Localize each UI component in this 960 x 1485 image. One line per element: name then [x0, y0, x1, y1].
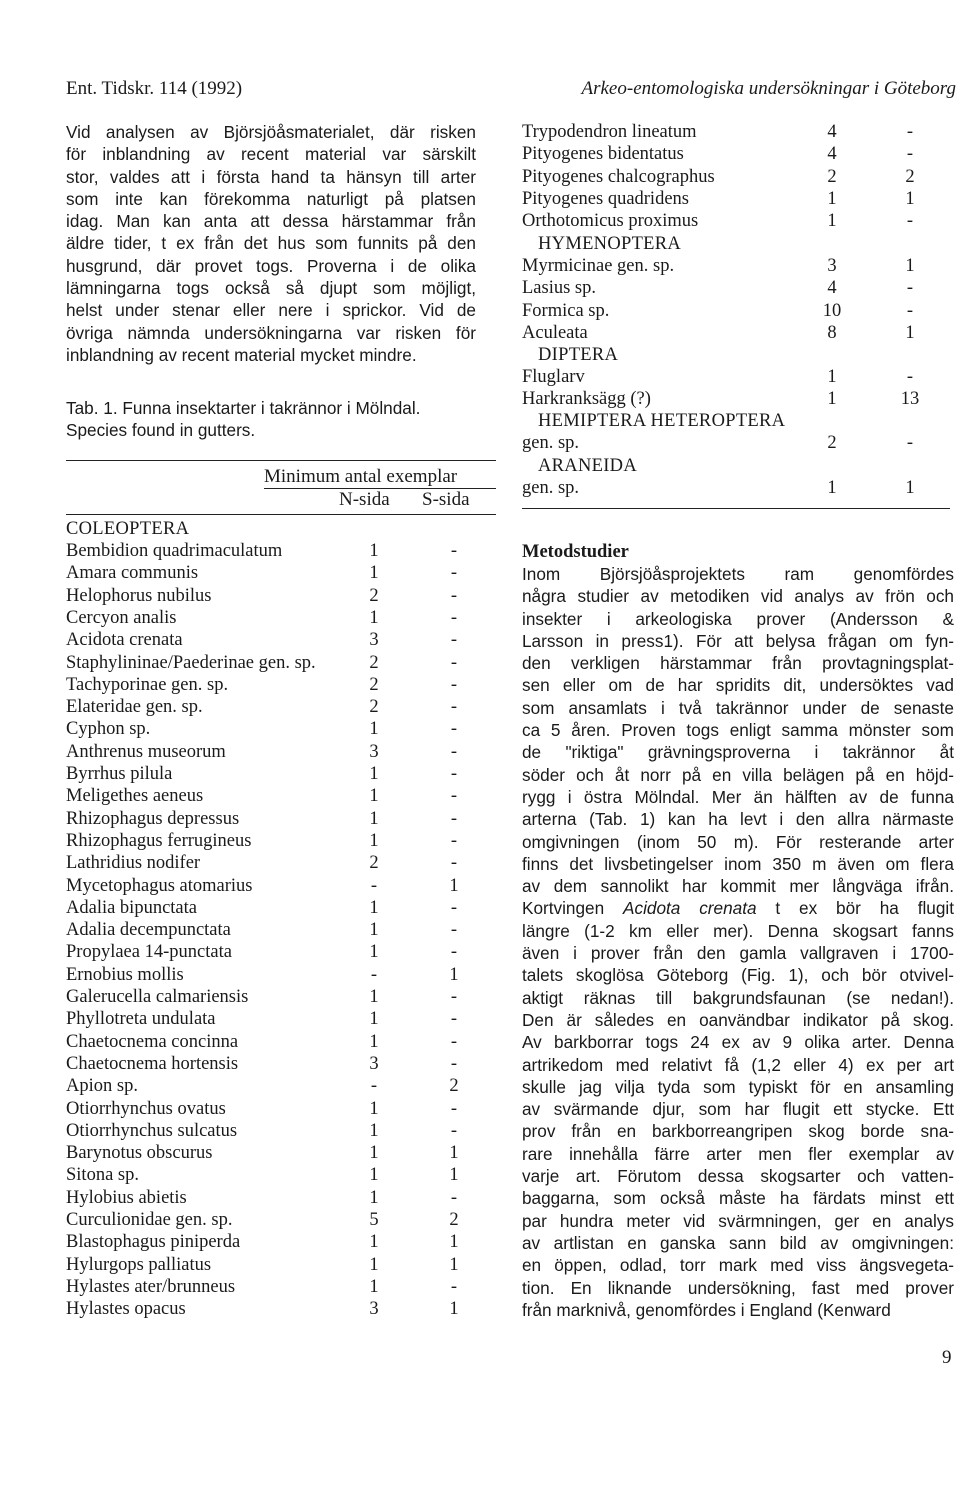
species-name: Anthrenus museorum	[66, 741, 226, 762]
text-segment: några studier av metodiken vid analys av frön och	[522, 586, 954, 607]
count-s-sida: 1	[449, 875, 459, 896]
table-right-hemiptera-rows	[522, 432, 942, 455]
section-line	[522, 1232, 954, 1254]
species-name: Hylurgops palliatus	[66, 1254, 212, 1275]
count-s-sida: -	[450, 808, 458, 829]
species-name: Mycetophagus atomarius	[66, 875, 253, 896]
count-s-sida: -	[450, 652, 458, 673]
species-name: Otiorrhynchus sulcatus	[66, 1120, 238, 1141]
species-name: Staphylininae/Paederinae gen. sp.	[66, 652, 316, 673]
section-line	[522, 875, 954, 897]
table-row	[66, 919, 496, 941]
species-name: Otiorrhynchus ovatus	[66, 1098, 226, 1119]
count-s-sida: -	[450, 920, 458, 941]
count-s-sida: -	[450, 853, 458, 874]
section-line	[522, 674, 954, 696]
count-n-sida: 1	[369, 1187, 379, 1208]
table-row	[522, 432, 942, 454]
text-segment: av svärmande djur, som har flugit ett stycke. Ett	[522, 1099, 954, 1120]
intro-line: äldre tider, t ex från det hus som funnits på den	[66, 233, 476, 254]
page-number: 9	[942, 1347, 952, 1368]
table-row	[66, 875, 496, 897]
text-segment: av artlistan en ganska sann bild av omgivningen:	[522, 1232, 954, 1253]
count-s-sida: -	[906, 433, 914, 453]
species-name: Fluglarv	[522, 367, 585, 387]
table-row	[66, 1098, 496, 1120]
table-row	[66, 986, 496, 1008]
text-segment: t ex bör ha flugit	[756, 898, 954, 919]
count-n-sida: 2	[369, 853, 379, 874]
table-right-araneida-rows	[522, 477, 942, 500]
table-row	[522, 322, 942, 344]
table-row	[66, 1276, 496, 1298]
count-s-sida: -	[450, 786, 458, 807]
intro-line: husgrund, där provet togs. Proverna i de olika	[66, 255, 476, 276]
count-s-sida: -	[906, 278, 914, 299]
section-line	[522, 697, 954, 719]
intro-line: lämningarna togs också så djupt som möjligt,	[66, 278, 476, 299]
count-n-sida: 1	[827, 389, 837, 410]
count-n-sida: 1	[369, 563, 379, 584]
table-row	[66, 808, 496, 830]
count-n-sida: 1	[369, 786, 379, 807]
count-s-sida: 1	[449, 964, 459, 985]
species-name: Trypodendron lineatum	[522, 122, 697, 142]
species-name: Pityogenes chalcographus	[522, 166, 715, 187]
count-n-sida: 1	[369, 1120, 379, 1141]
species-name: Bembidion quadrimaculatum	[66, 541, 283, 561]
count-n-sida: 1	[827, 211, 837, 232]
table-row	[66, 1298, 496, 1320]
text-segment: Den är således en oanvändbar indikator på skog.	[522, 1009, 954, 1030]
species-name: Chaetocnema hortensis	[66, 1053, 239, 1074]
count-n-sida: 2	[369, 697, 379, 718]
count-n-sida: 1	[369, 1098, 379, 1119]
section-line	[522, 1277, 954, 1299]
table-row	[522, 477, 942, 499]
text-segment: Kortvingen	[522, 898, 624, 919]
group-araneida: ARANEIDA	[538, 456, 638, 476]
species-name: Hylastes ater/brunneus	[66, 1276, 236, 1297]
section-line	[522, 1098, 954, 1120]
count-s-sida: 2	[449, 1210, 459, 1230]
section-line	[522, 1210, 954, 1232]
count-s-sida: -	[906, 122, 914, 142]
text-segment: från marknivå, genomfördes i England (Kenward	[522, 1299, 891, 1320]
text-segment: aktigt räknas till bakgrundsfaunan (se nedan!).	[522, 987, 954, 1008]
table-row	[66, 964, 496, 986]
intro-line: som inte kan förekomma naturligt på platsen	[66, 188, 476, 209]
table-row	[522, 255, 942, 277]
section-line	[522, 987, 954, 1009]
count-s-sida: -	[450, 1009, 458, 1030]
species-name: Chaetocnema concinna	[66, 1031, 239, 1052]
count-n-sida: 1	[369, 1009, 379, 1030]
count-n-sida: 1	[369, 920, 379, 941]
species-name: Hylobius abietis	[66, 1187, 187, 1208]
count-s-sida: -	[450, 830, 458, 851]
species-name: Byrrhus pilula	[66, 764, 173, 784]
table-right-bottom-rule	[522, 508, 950, 509]
count-s-sida: -	[450, 674, 458, 695]
table-row	[66, 785, 496, 807]
text-segment: insekter i arkeologiska prover (Andersson &	[522, 608, 954, 629]
text-segment: finns det livsbetingelser inom 350 m även om flera	[522, 853, 954, 874]
count-s-sida: 13	[900, 389, 920, 410]
species-name: Pityogenes quadridens	[522, 188, 689, 209]
section-line	[522, 585, 954, 607]
count-n-sida: 4	[827, 278, 837, 299]
count-s-sida: 1	[449, 1143, 459, 1164]
group-coleoptera: COLEOPTERA	[66, 519, 190, 539]
count-s-sida: -	[906, 367, 914, 387]
text-segment: som ansamlats i två takrännor under de senaste	[522, 697, 954, 718]
table-header-n-sida: N-sida	[339, 489, 390, 510]
table-row	[66, 741, 496, 763]
species-name: Cercyon analis	[66, 607, 177, 628]
section-line	[522, 1299, 954, 1321]
species-name: Pityogenes bidentatus	[522, 144, 684, 165]
table-row	[66, 763, 496, 785]
text-segment: baggarna, som också måste ha färdats minst ett	[522, 1188, 954, 1209]
species-name: Amara communis	[66, 563, 199, 584]
table-subheader-rule	[264, 488, 496, 489]
count-n-sida: 3	[369, 1299, 379, 1320]
table-row	[66, 718, 496, 740]
count-n-sida: 4	[827, 122, 837, 142]
count-n-sida: 1	[369, 987, 379, 1007]
section-paragraph	[522, 563, 954, 1321]
count-n-sida: 1	[369, 719, 379, 740]
species-name: Lasius sp.	[522, 278, 596, 299]
count-n-sida: -	[370, 1076, 378, 1097]
count-s-sida: 2	[449, 1076, 459, 1097]
species-name: Formica sp.	[522, 300, 610, 321]
count-s-sida: -	[450, 1031, 458, 1052]
species-name: Rhizophagus ferrugineus	[66, 830, 252, 851]
intro-paragraph	[66, 121, 476, 366]
count-n-sida: 2	[369, 674, 379, 695]
count-n-sida: 2	[369, 652, 379, 673]
text-segment: Inom Björsjöåsprojektets ram genomfördes	[522, 564, 954, 584]
species-name: gen. sp.	[522, 478, 580, 498]
table-row	[522, 300, 942, 322]
count-s-sida: 1	[905, 478, 915, 498]
species-name: Meligethes aeneus	[66, 786, 204, 807]
species-name: Blastophagus piniperda	[66, 1232, 241, 1253]
count-s-sida: 1	[905, 322, 915, 343]
table-row	[66, 696, 496, 718]
text-segment: av dem sannolikt har kommit mer långväga ifrån.	[522, 876, 954, 897]
text-segment: Av barkborrar togs 24 ex av 9 olika arter. Denna	[522, 1032, 954, 1053]
text-segment: talets skoglösa Göteborg (Fig. 1), och bör otvivel-	[522, 965, 954, 986]
count-s-sida: -	[450, 630, 458, 651]
section-line	[522, 853, 954, 875]
group-hemiptera-heteroptera: HEMIPTERA HETEROPTERA	[538, 411, 786, 431]
species-name: gen. sp.	[522, 433, 580, 453]
count-n-sida: 3	[369, 630, 379, 651]
table-row	[66, 1053, 496, 1075]
table-row	[66, 897, 496, 919]
intro-line: inblandning av recent material mycket mindre.	[66, 344, 417, 365]
text-segment: arterna (Tab. 1) kan ha levt i den allra närmaste	[522, 809, 954, 830]
count-n-sida: 1	[369, 897, 379, 918]
table-row	[66, 1231, 496, 1253]
count-n-sida: 3	[369, 741, 379, 762]
table-row	[66, 1075, 496, 1097]
table-caption-line1: Tab. 1. Funna insektarter i takrännor i Mölndal.	[66, 398, 421, 418]
table-row	[66, 830, 496, 852]
count-s-sida: -	[906, 144, 914, 165]
count-n-sida: 1	[369, 541, 379, 561]
table-row	[66, 629, 496, 651]
section-line	[522, 652, 954, 674]
table-row	[66, 1008, 496, 1030]
species-name: Rhizophagus depressus	[66, 808, 240, 829]
count-n-sida: 1	[369, 808, 379, 829]
species-name: Helophorus nubilus	[66, 585, 212, 606]
table-row	[66, 652, 496, 674]
text-segment: de "riktiga" grävningsproverna i takrännor åt	[522, 742, 954, 763]
text-segment: den verkligen härstammar från provtagningsplat-	[522, 653, 954, 674]
count-s-sida: 2	[905, 166, 915, 187]
table-row	[522, 388, 942, 410]
count-s-sida: -	[450, 1276, 458, 1297]
table-row	[66, 1164, 496, 1186]
intro-line: för inblandning av recent material var särskilt	[66, 144, 476, 165]
count-s-sida: 1	[905, 188, 915, 209]
count-n-sida: 5	[369, 1210, 379, 1230]
text-segment: tion. En liknande undersökning, fast med prover	[522, 1277, 954, 1298]
count-n-sida: 1	[369, 1232, 379, 1253]
table-row	[66, 674, 496, 696]
table-row	[66, 1209, 496, 1231]
intro-line: Vid analysen av Björsjöåsmaterialet, där risken	[66, 122, 476, 142]
text-segment: artrikedom med relativt få (1,2 eller 4) ex per art	[522, 1054, 954, 1075]
count-s-sida: 1	[905, 256, 915, 276]
count-s-sida: 1	[449, 1299, 459, 1320]
table-row	[66, 585, 496, 607]
species-name: Elateridae gen. sp.	[66, 697, 203, 718]
species-name: Propylaea 14-punctata	[66, 942, 232, 963]
section-line	[522, 1009, 954, 1031]
species-name: Lathridius nodifer	[66, 853, 201, 874]
section-line	[522, 1165, 954, 1187]
count-n-sida: 3	[827, 256, 837, 276]
section-line	[522, 1187, 954, 1209]
species-name: Orthotomicus proximus	[522, 211, 699, 232]
table-row	[66, 562, 496, 584]
text-segment: par hundra meter vid svärmningen, ger en analys	[522, 1210, 954, 1231]
text-segment: omgivningen (inom 50 m). För resterande arter	[522, 831, 954, 852]
species-name: Ernobius mollis	[66, 964, 184, 985]
count-n-sida: 3	[369, 1053, 379, 1074]
intro-line: övriga nämnda undersökningarna var risken för	[66, 322, 476, 343]
count-s-sida: 1	[449, 1232, 459, 1253]
count-n-sida: 2	[827, 433, 837, 453]
section-line	[522, 1076, 954, 1098]
section-line	[522, 964, 954, 986]
count-s-sida: -	[450, 719, 458, 740]
intro-line: stor, valdes att i första hand ta hänsyn till arter	[66, 166, 476, 187]
count-n-sida: 1	[827, 367, 837, 387]
section-line	[522, 808, 954, 830]
table-header-title: Minimum antal exemplar	[264, 466, 458, 487]
text-segment: längre (1-2 km eller mer). Denna skogsart fanns	[522, 920, 954, 941]
intro-line: helst under stenar eller nere i sprickor. Vid de	[66, 300, 476, 321]
count-s-sida: -	[450, 1120, 458, 1141]
section-line	[522, 608, 954, 630]
count-s-sida: -	[450, 764, 458, 784]
count-n-sida: 1	[369, 607, 379, 628]
count-s-sida: -	[450, 607, 458, 628]
section-line	[522, 1120, 954, 1142]
count-n-sida: 1	[369, 942, 379, 963]
table-top-rule	[66, 460, 496, 461]
table-row	[522, 121, 942, 143]
count-s-sida: -	[450, 942, 458, 963]
table-header-bottom-rule	[66, 514, 496, 515]
count-s-sida: -	[450, 897, 458, 918]
species-name: Phyllotreta undulata	[66, 1009, 216, 1030]
count-s-sida: 1	[449, 1254, 459, 1275]
table-row	[66, 540, 496, 562]
text-segment: en öppen, odlad, torr mark med viss ängsvegeta-	[522, 1255, 954, 1276]
count-s-sida: -	[450, 585, 458, 606]
running-header-right: Arkeo-entomologiska undersökningar i Göteborg	[581, 78, 956, 99]
count-n-sida: 1	[827, 188, 837, 209]
text-segment: rare innehålla färre arter men fler exemplar av	[522, 1143, 954, 1164]
table-header-s-sida: S-sida	[422, 489, 470, 510]
section-line	[522, 1031, 954, 1053]
species-name: Galerucella calmariensis	[66, 987, 249, 1007]
section-line	[522, 630, 954, 652]
table-caption-line2: Species found in gutters.	[66, 420, 256, 440]
species-name: Cyphon sp.	[66, 719, 151, 740]
section-line	[522, 719, 954, 741]
table-row	[66, 1031, 496, 1053]
table-right-hymenoptera-rows	[522, 255, 942, 345]
table-row	[522, 366, 942, 388]
table-right-diptera-rows	[522, 366, 942, 411]
count-n-sida: 10	[822, 300, 842, 321]
text-segment: prov från en barkborreangripen skog borde sna-	[522, 1121, 954, 1142]
count-n-sida: 4	[827, 144, 837, 165]
table-row	[66, 1187, 496, 1209]
section-line	[522, 897, 954, 919]
count-s-sida: -	[450, 741, 458, 762]
intro-line: idag. Man kan anta att dessa härstammar från	[66, 211, 476, 232]
text-segment: ca 5 åren. Proven togs enligt samma mönster som	[522, 720, 954, 741]
species-name: Sitona sp.	[66, 1165, 139, 1186]
text-segment: sen eller om de har spridits dit, undersöktes vad	[522, 675, 954, 696]
species-name: Adalia bipunctata	[66, 897, 197, 918]
species-name: Adalia decempunctata	[66, 920, 231, 941]
count-s-sida: -	[450, 563, 458, 584]
text-segment: rygg i östra Mölndal. Mer än hälften av de funna	[522, 786, 954, 807]
text-segment: skulle jag vilja tyda som typiskt för en ansamling	[522, 1076, 954, 1097]
table-row	[66, 941, 496, 963]
species-name: Tachyporinae gen. sp.	[66, 674, 229, 695]
table-row	[522, 210, 942, 232]
count-s-sida: -	[450, 987, 458, 1007]
species-name: Apion sp.	[66, 1076, 138, 1097]
species-name: Harkranksägg (?)	[522, 389, 651, 410]
count-n-sida: 2	[827, 166, 837, 187]
count-n-sida: 1	[369, 1276, 379, 1297]
table-row	[522, 188, 942, 210]
count-s-sida: -	[450, 1187, 458, 1208]
species-name: Myrmicinae gen. sp.	[522, 256, 675, 276]
table-right-coleoptera-rows	[522, 121, 942, 233]
text-segment: Larsson in press1). För att belysa frågan om fyn-	[522, 630, 954, 651]
count-n-sida: 8	[827, 322, 837, 343]
text-segment: även i prover från den gamla vallgraven i 1700-	[522, 943, 954, 964]
table-row	[66, 1142, 496, 1164]
table-row	[66, 852, 496, 874]
table-row	[66, 1120, 496, 1142]
section-line	[522, 741, 954, 763]
group-diptera: DIPTERA	[538, 345, 619, 365]
count-s-sida: -	[450, 697, 458, 718]
section-line	[522, 920, 954, 942]
species-name: Barynotus obscurus	[66, 1143, 213, 1164]
species-name: Acidota crenata	[66, 630, 183, 651]
running-header-left: Ent. Tidskr. 114 (1992)	[66, 78, 243, 99]
section-line	[522, 942, 954, 964]
section-line	[522, 786, 954, 808]
section-line	[522, 764, 954, 786]
count-n-sida: 1	[369, 1143, 379, 1164]
section-line	[522, 1054, 954, 1076]
count-n-sida: 1	[369, 1165, 379, 1186]
count-n-sida: 1	[369, 1031, 379, 1052]
count-n-sida: 1	[827, 478, 837, 498]
count-n-sida: 1	[369, 830, 379, 851]
count-s-sida: 1	[449, 1165, 459, 1186]
table-left-rows	[66, 540, 496, 1330]
count-s-sida: -	[450, 1053, 458, 1074]
count-n-sida: 2	[369, 585, 379, 606]
species-italic: Acidota crenata	[623, 898, 757, 919]
count-n-sida: -	[370, 875, 378, 896]
count-s-sida: -	[450, 541, 458, 561]
group-hymenoptera: HYMENOPTERA	[538, 234, 682, 254]
section-line	[522, 1143, 954, 1165]
text-segment: söder och åt norr på en villa belägen på en höjd-	[522, 764, 954, 785]
count-s-sida: -	[906, 211, 914, 232]
table-row	[522, 277, 942, 299]
section-line	[522, 1254, 954, 1276]
section-line	[522, 831, 954, 853]
section-line	[522, 563, 954, 585]
section-heading: Metodstudier	[522, 542, 629, 562]
species-name: Curculionidae gen. sp.	[66, 1210, 233, 1230]
species-name: Aculeata	[522, 322, 588, 343]
count-n-sida: 1	[369, 764, 379, 784]
table-row	[522, 166, 942, 188]
table-row	[66, 607, 496, 629]
count-n-sida: 1	[369, 1254, 379, 1275]
species-name: Hylastes opacus	[66, 1299, 186, 1320]
table-row	[66, 1254, 496, 1276]
table-row	[522, 143, 942, 165]
count-s-sida: -	[906, 300, 914, 321]
count-s-sida: -	[450, 1098, 458, 1119]
count-n-sida: -	[370, 964, 378, 985]
text-segment: varje art. Förutom dessa skogsarter och vatten-	[522, 1166, 954, 1187]
